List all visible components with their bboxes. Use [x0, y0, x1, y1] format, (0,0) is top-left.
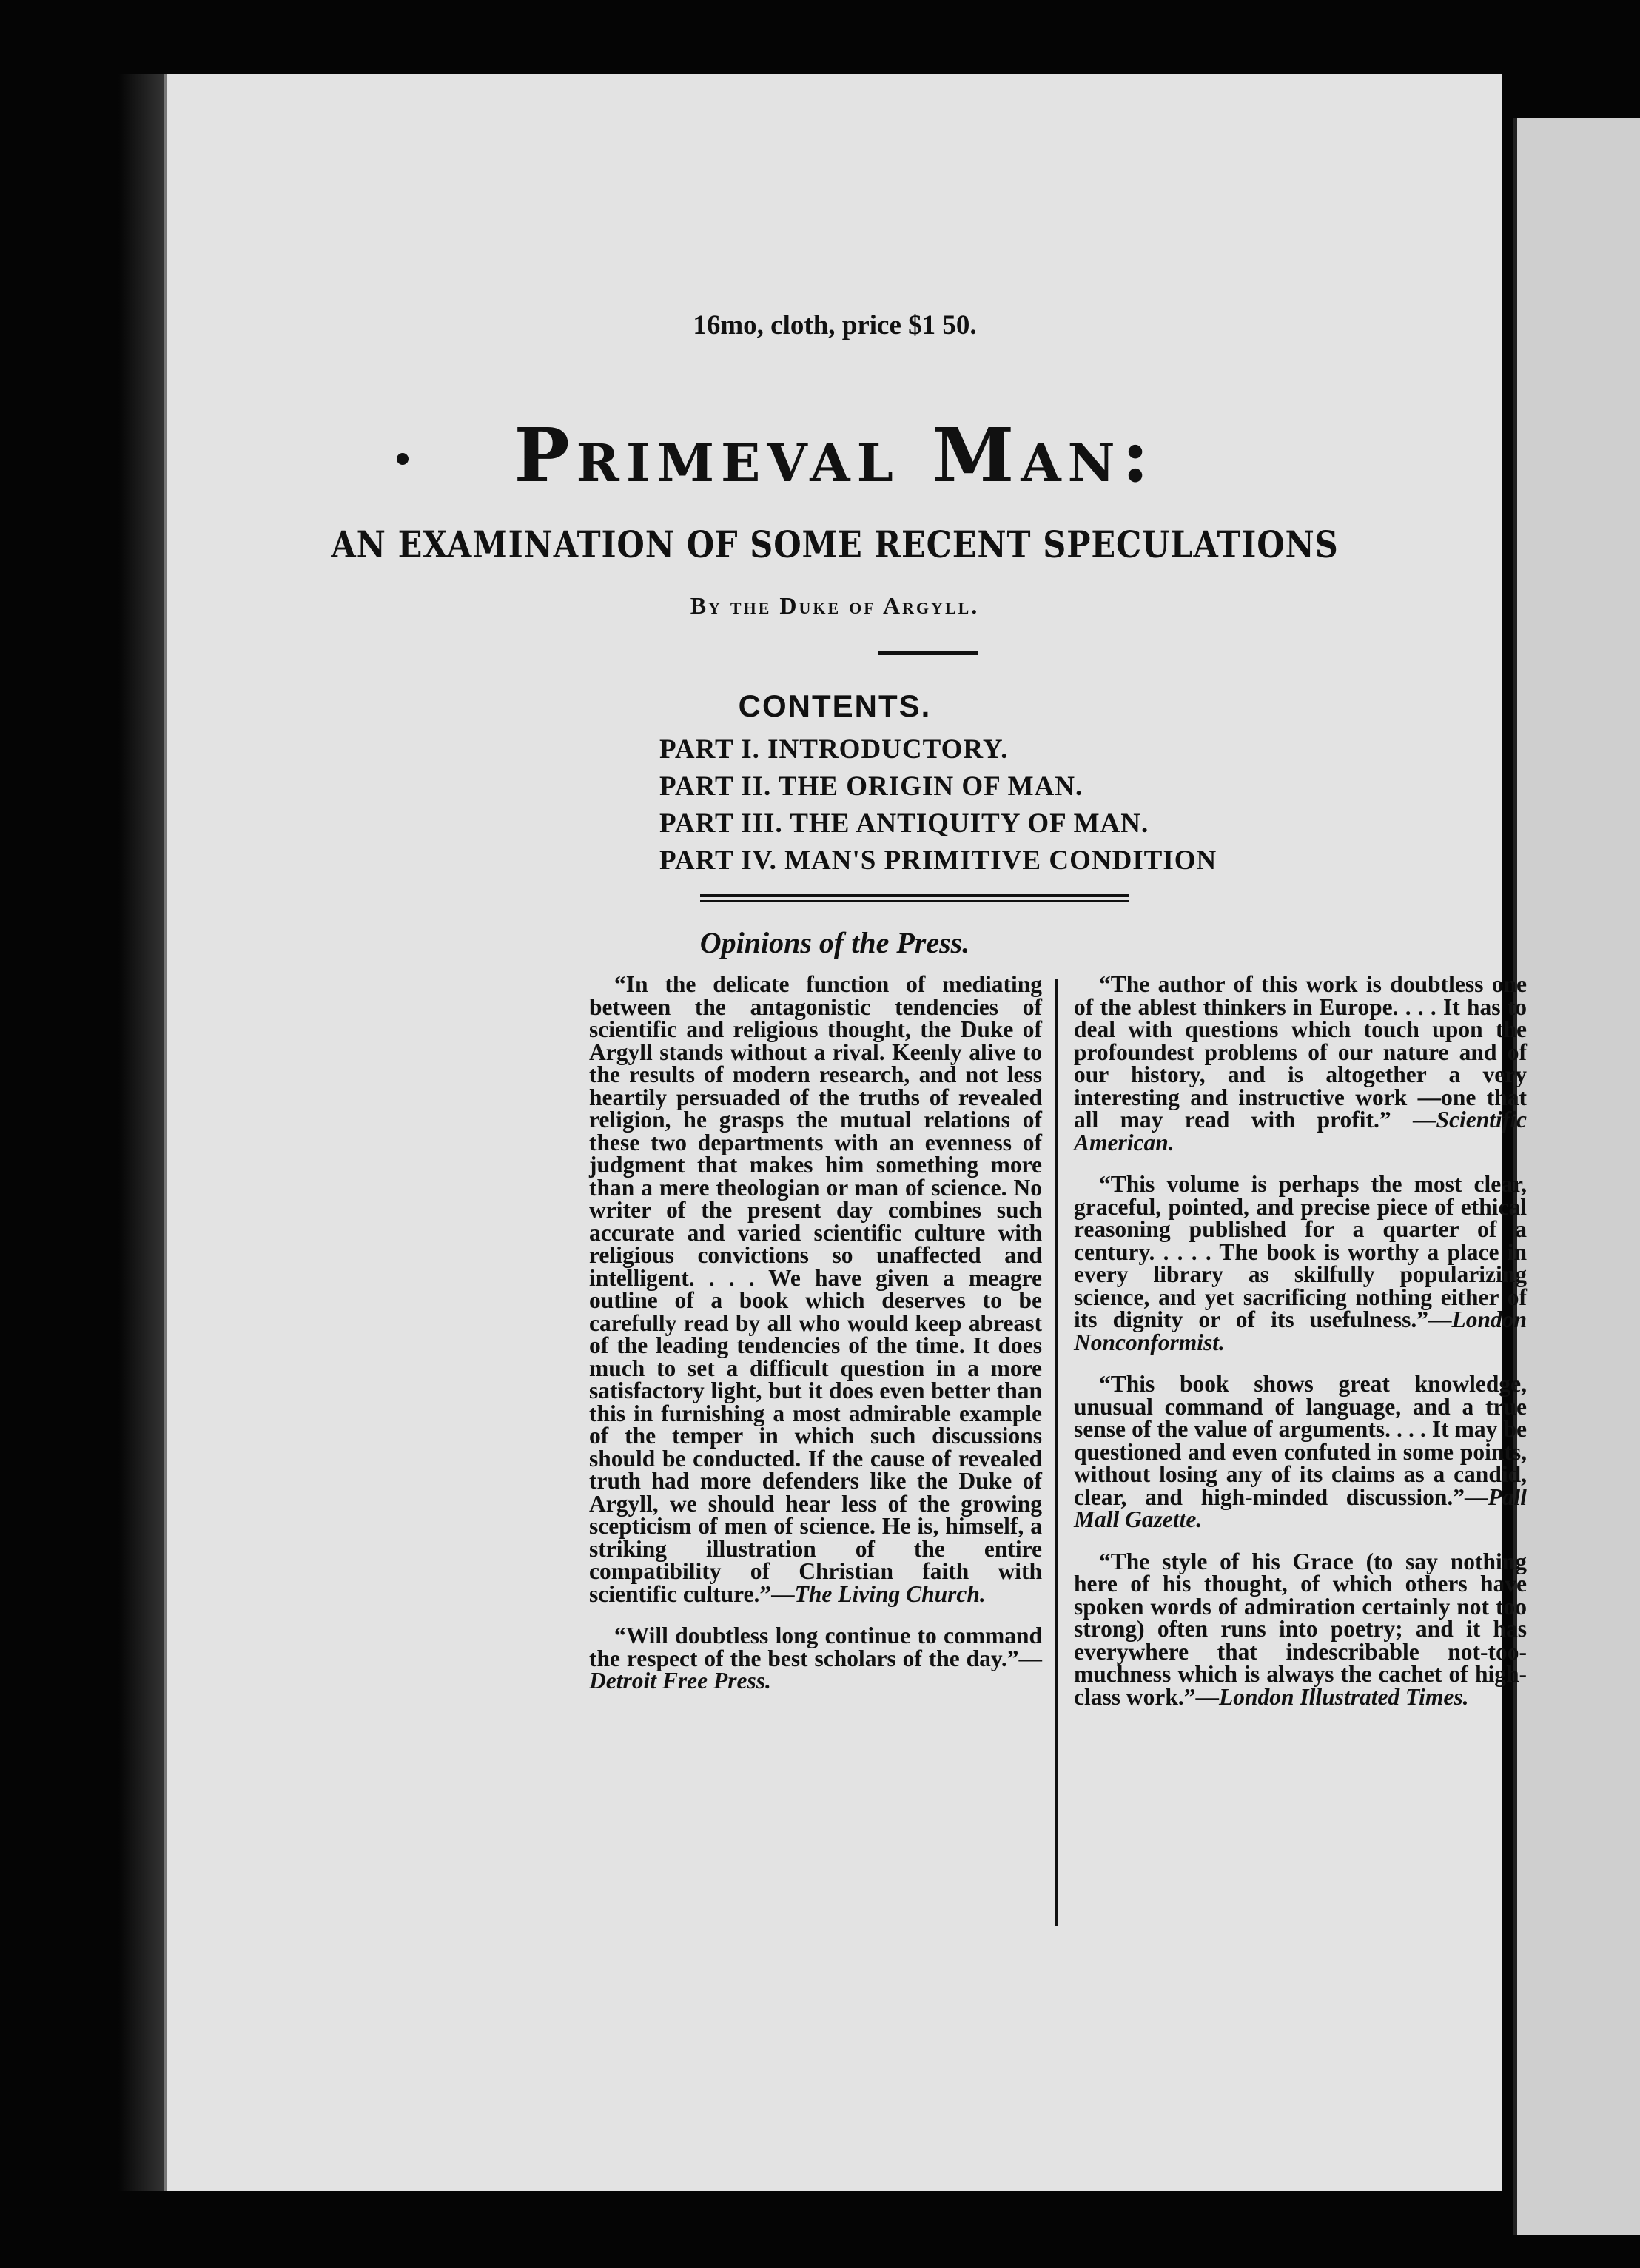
divider-rule: [878, 651, 978, 655]
divider-rule: [700, 900, 1129, 902]
adjacent-page-edge: [1513, 118, 1640, 2235]
review-source: Detroit Free Press.: [589, 1668, 771, 1694]
review-text: “This book shows great knowledge, unusual command of language, and a true sense of the value of arguments. . . . It may be questioned and even confuted in some points, without losing any of its claims as a candid, clear, and high-minded discussion.”—: [1074, 1371, 1527, 1510]
review-quote: [1074, 1173, 1527, 1354]
contents-heading: CONTENTS.: [738, 688, 932, 723]
contents-item: PART III. THE ANTIQUITY OF MAN.: [659, 808, 1149, 839]
contents-item: PART II. THE ORIGIN OF MAN.: [659, 771, 1083, 802]
review-source: London Illustrated Times.: [1219, 1683, 1469, 1710]
review-quote: [589, 973, 1042, 1606]
review-text: “The author of this work is doubtless one of the ablest thinkers in Europe. . . . It has to deal with questions which touch upon the profoundest problems of our nature and of our history, and is altogether a very interesting and instructive work —one that all may read with profit.” —: [1074, 971, 1527, 1133]
divider-rule: [700, 894, 1129, 897]
review-text: “Will doubtless long continue to command the respect of the best scholars of the day.”—: [589, 1623, 1042, 1671]
review-quote: [1074, 1548, 1527, 1710]
page-gutter-shadow: [118, 74, 170, 2191]
review-quote: [1074, 1373, 1527, 1531]
price-line: 16mo, cloth, price $1 50.: [693, 310, 977, 340]
review-column-right: [1074, 973, 1527, 1728]
review-text: “This volume is perhaps the most clear, graceful, pointed, and precise piece of ethical reasoning published for a quarter of a century. . . . . The book is worthy a place in every library as skilfully popularizing science, and yet sacrificing nothing either of its dignity or of its usefulness.”—: [1074, 1171, 1527, 1332]
review-source: Pall Mall Gazette.: [1074, 1483, 1527, 1532]
review-text: “The style of his Grace (to say nothing here of his thought, of which others have spoken words of admiration certainly not too strong) often runs into poetry; and it has everywhere that indescribable not-too-muchness which is always the cachet of high-class work.”—: [1074, 1548, 1527, 1710]
book-page: [164, 74, 1527, 2191]
review-column-left: [589, 973, 1042, 1712]
review-quote: [1074, 973, 1527, 1154]
review-text: “In the delicate function of mediating between the antagonistic tendencies of scientific and religious thought, the Duke of Argyll stands without a rival. Keenly alive to the results of modern research, and not less heartily persuaded of the truths of revealed religion, he grasps the mutual relations of these two departments with an evenness of judgment that makes him something more than a mere theologian or man of science. No writer of the present day combines such accurate and varied scientific culture with religious convictions so unaffected and intelligent. . . . We have given a meagre outline of a book which deserves to be carefully read by all who would keep abreast of the leading tendencies of the time. It does much to set a difficult question in a more satisfactory light, but it does even better than this in furnishing a most admirable example of the temper in which such discussions should be conducted. If the cause of revealed truth had more defenders like the Duke of Argyll, we should hear less of the growing scepticism of men of science. He is, himself, a striking illustration of the entire compatibility of Christian faith with scientific culture.”—: [589, 971, 1042, 1607]
contents-item: PART IV. MAN'S PRIMITIVE CONDITION: [659, 845, 1217, 876]
review-source: London Nonconformist.: [1074, 1306, 1527, 1355]
review-source: Scientific American.: [1074, 1107, 1527, 1155]
book-subtitle: AN EXAMINATION OF SOME RECENT SPECULATIONS: [331, 523, 1339, 566]
column-divider: [1055, 979, 1058, 1926]
author-byline: By the Duke of Argyll.: [690, 592, 980, 619]
review-quote: [589, 1625, 1042, 1693]
contents-item: PART I. INTRODUCTORY.: [659, 734, 1009, 765]
review-source: The Living Church.: [794, 1580, 986, 1607]
book-title: Primeval Man:: [514, 412, 1156, 499]
opinions-heading: Opinions of the Press.: [699, 926, 970, 959]
contents-list: [659, 731, 1217, 879]
